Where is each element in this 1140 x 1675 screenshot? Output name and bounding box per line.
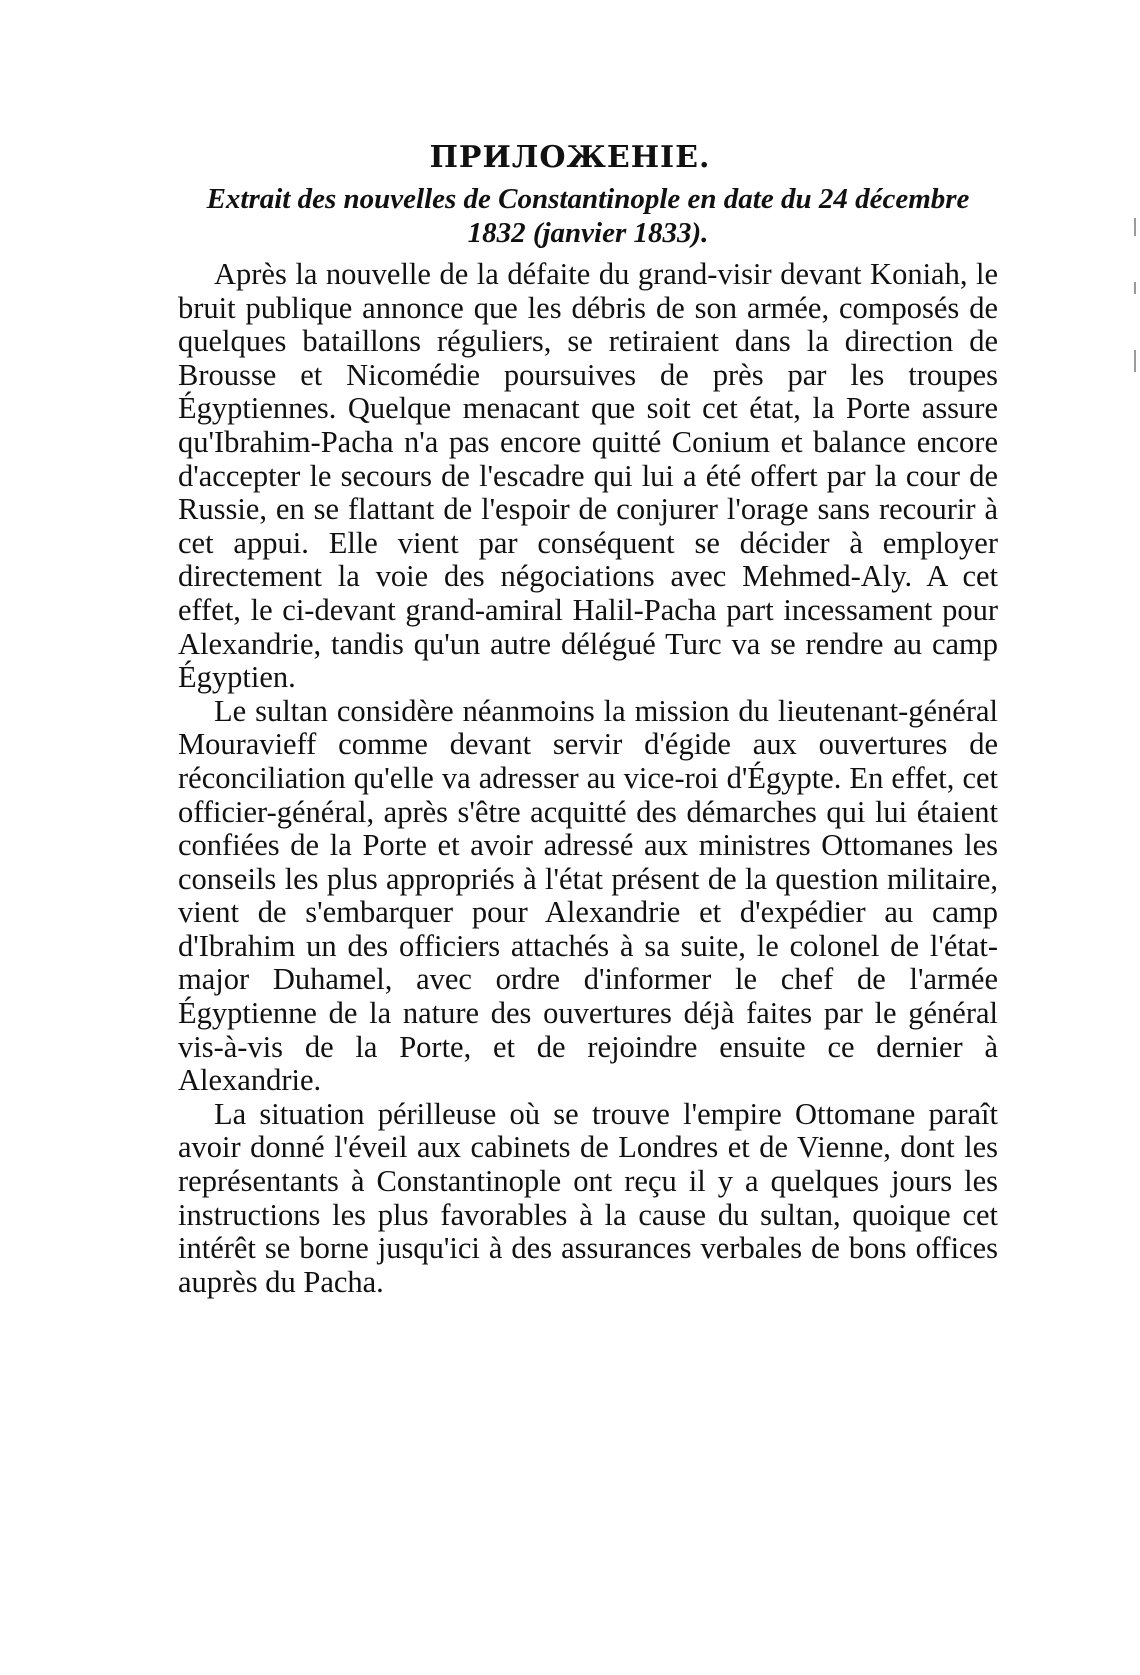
body-text (178, 258, 998, 1299)
margin-mark (1134, 350, 1136, 372)
paragraph-1: Après la nouvelle de la défaite du grand-visir devant Koniah, le bruit publique annonce que les débris de son armée, composés de quelques bataillons réguliers, se retiraient dans la direction de Brousse et Nicomédie poursuives de près par les troupes Égyptiennes. Quelque menacant que soit cet état, la Porte assure qu'Ibrahim-Pacha n'a pas encore quitté Conium et balance encore d'accepter le secours de l'escadre qui lui a été offert par la cour de Russie, en se flattant de l'espoir de conjurer l'orage sans recourir à cet appui. Elle vient par conséquent se décider à employer directement la voie des négociations avec Mehmed-Aly. A cet effet, le ci-devant grand-amiral Halil-Pacha part incessament pour Alexandrie, tandis qu'un autre délégué Turc va se rendre au camp Égyptien. (178, 257, 998, 695)
subtitle (178, 182, 998, 250)
margin-mark (1134, 218, 1136, 236)
subtitle-line-1: Extrait des nouvelles de Constantinople en date du 24 décembre (206, 183, 970, 215)
paragraph-2: Le sultan considère néanmoins la mission du lieutenant-général Mouravieff comme devant servir d'égide aux ouvertures de réconciliation qu'elle va adresser au vice-roi d'Égypte. En effet, cet officier-général, après s'être acquitté des démarches qui lui étaient confiées de la Porte et avoir adressé aux ministres Ottomanes les conseils les plus appropriés à l'état présent de la question militaire, vient de s'embarquer pour Alexandrie et d'expédier au camp d'Ibrahim un des officiers attachés à sa suite, le colonel de l'état-major Duhamel, avec ordre d'informer le chef de l'armée Égyptienne de la nature des ouvertures déjà faites par le général vis-à-vis de la Porte, et de rejoindre ensuite ce dernier à Alexandrie. (178, 693, 998, 1098)
subtitle-line-2: 1832 (janvier 1833). (467, 217, 709, 249)
margin-mark (1134, 282, 1136, 294)
page-title: ПРИЛОЖЕНIЕ. (429, 140, 711, 175)
paragraph-3: La situation périlleuse où se trouve l'empire Ottomane paraît avoir donné l'éveil aux cabinets de Londres et de Vienne, dont les représentants à Constantinople ont reçu il y a quelques jours les instructions les plus favorables à la cause du sultan, quoique cet intérêt se borne jusqu'ici à des assurances verbales de bons offices auprès du Pacha. (178, 1096, 998, 1299)
